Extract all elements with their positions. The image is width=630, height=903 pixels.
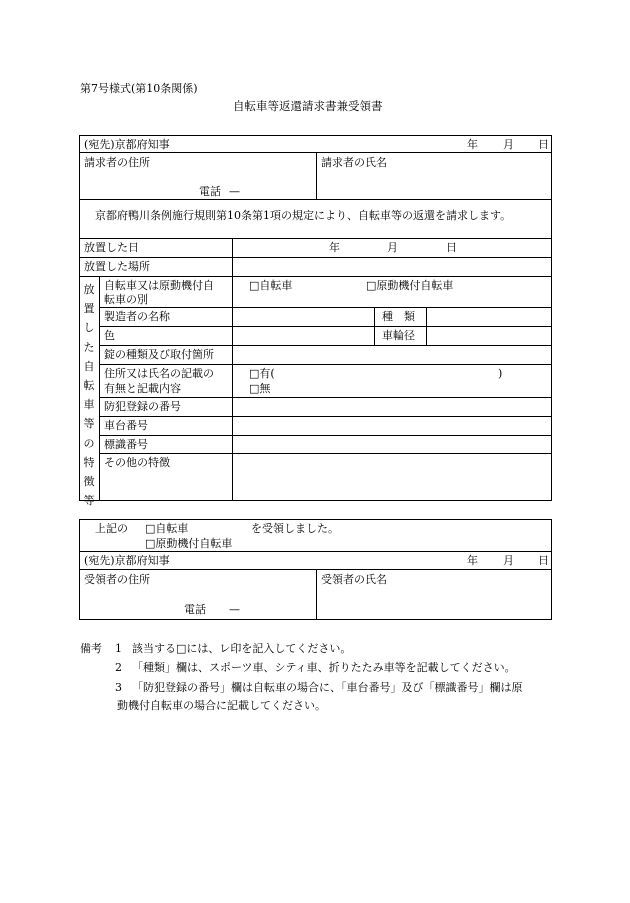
note-1: 該当する□には、レ印を記入してください。: [132, 642, 352, 655]
option-motorized[interactable]: □原動機付自転車: [366, 279, 454, 292]
receipt-phone-label: 電話: [184, 603, 206, 616]
note-3-line1: 「防犯登録の番号」欄は自転車の場合に、「車台番号」及び「標識番号」欄は原: [132, 681, 523, 694]
receiver-address-label: 受領者の住所: [84, 573, 150, 586]
phone-dash: —: [229, 185, 240, 198]
note-1-number: 1: [115, 642, 122, 655]
date-day-label: 日: [538, 138, 549, 151]
date-month-label: 月: [503, 138, 514, 151]
color-label: 色: [104, 329, 115, 342]
form-number: 第7号様式(第10条関係): [80, 82, 198, 95]
plate-number-label: 標識番号: [104, 438, 148, 451]
addressee: (宛先)京都府知事: [84, 138, 170, 151]
option-yes-close: ): [498, 367, 503, 380]
receipt-date-month: 月: [503, 554, 514, 567]
receipt-above-prefix: 上記の: [95, 522, 128, 535]
requester-name-label: 請求者の氏名: [321, 156, 387, 169]
type-label-line1: 自転車又は原動機付自: [104, 279, 214, 292]
notes-heading: 備考: [80, 642, 102, 655]
requester-address-label: 請求者の住所: [84, 156, 150, 169]
name-mark-label-line1: 住所又は氏名の記載の: [104, 367, 214, 380]
option-bicycle[interactable]: □自転車: [249, 279, 293, 292]
phone-label: 電話: [199, 185, 221, 198]
wheel-size-label: 車輪径: [382, 329, 415, 342]
note-2-number: 2: [115, 661, 122, 674]
lock-label: 錠の種類及び取付箇所: [104, 348, 214, 361]
receipt-date-day: 日: [538, 554, 549, 567]
name-mark-label-line2: 有無と記載内容: [104, 382, 181, 395]
left-date-month: 月: [387, 241, 398, 254]
option-yes[interactable]: □有(: [249, 367, 275, 380]
note-3-line2: 動機付自転車の場合に記載してください。: [117, 699, 326, 712]
receipt-phone-dash: —: [229, 603, 240, 616]
left-place-label: 放置した場所: [84, 260, 150, 273]
kind-label: 種 類: [382, 310, 415, 323]
receipt-option-bicycle[interactable]: □自転車: [145, 522, 189, 535]
note-2: 「種類」欄は、スポーツ車、シティ車、折りたたみ車等を記載してください。: [132, 661, 516, 674]
type-label-line2: 転車の別: [104, 293, 148, 306]
left-date-day: 日: [446, 241, 457, 254]
date-year-label: 年: [467, 138, 478, 151]
left-date-year: 年: [329, 241, 340, 254]
receipt-option-motorized[interactable]: □原動機付自転車: [145, 537, 233, 550]
crime-registration-label: 防犯登録の番号: [104, 400, 181, 413]
maker-label: 製造者の名称: [104, 310, 170, 323]
receipt-addressee: (宛先)京都府知事: [84, 554, 170, 567]
option-no[interactable]: □無: [249, 382, 271, 395]
other-features-label: その他の特徴: [104, 456, 170, 469]
frame-number-label: 車台番号: [104, 419, 148, 432]
side-label-vertical: 放置した自転車等の特徴等: [83, 283, 95, 508]
form-title: 自転車等返還請求書兼受領書: [233, 99, 383, 113]
receipt-received-text: を受領しました。: [251, 522, 339, 535]
receipt-date-year: 年: [467, 554, 478, 567]
note-3-number: 3: [115, 681, 122, 694]
left-date-label: 放置した日: [84, 241, 139, 254]
receiver-name-label: 受領者の氏名: [321, 573, 387, 586]
request-statement: 京都府鴨川条例施行規則第10条第1項の規定により、自転車等の返還を請求します。: [95, 209, 512, 222]
